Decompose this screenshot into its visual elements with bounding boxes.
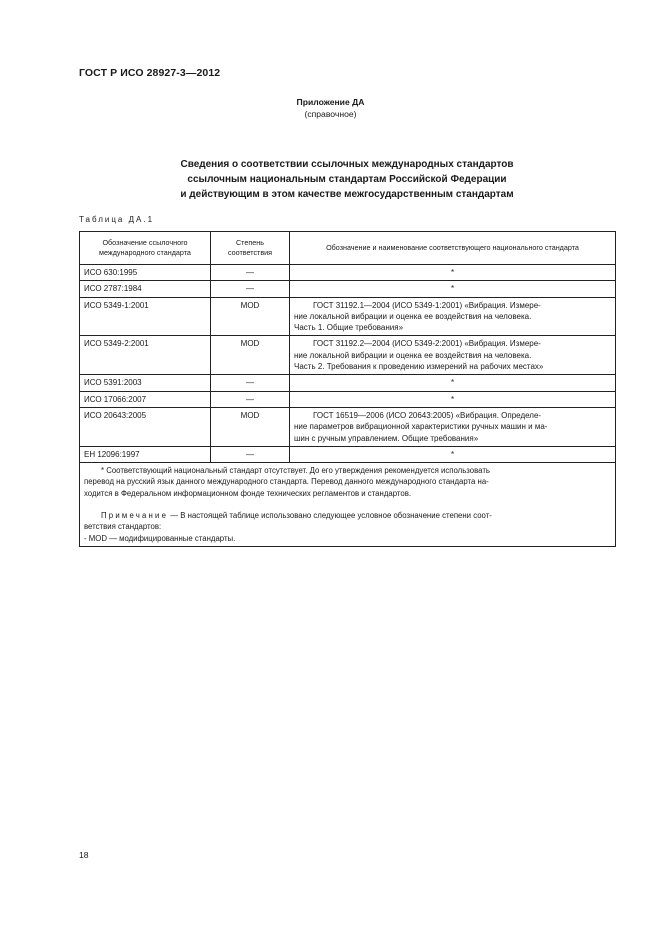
header-line: Обозначение и наименование соответствующего национального стандарта	[326, 242, 579, 252]
cell-degree: MOD	[211, 336, 290, 375]
footnote-line: перевод на русский язык данного международного стандарта. Перевод данного международного стандарта на-	[84, 477, 489, 487]
annex-subtitle: (справочное)	[304, 109, 357, 119]
note-line: - MOD — модифицированные стандарты.	[84, 533, 236, 543]
cell-line: Часть 2. Требования к проведению измерений на рабочих местах»	[294, 362, 544, 372]
note-text: — В настоящей таблице использовано следующее условное обозначение степени соот-	[168, 511, 492, 521]
cell-degree: —	[211, 375, 290, 391]
cell-degree: MOD	[211, 407, 290, 446]
table-row	[80, 407, 616, 446]
cell-reference: ИСО 5349-2:2001	[80, 336, 211, 375]
table-notes	[80, 463, 616, 547]
cell-national: *	[290, 265, 616, 281]
cell-reference: ЕН 12096:1997	[80, 446, 211, 462]
cell-line: Часть 1. Общие требования»	[294, 323, 404, 333]
note-label: Примечание	[101, 511, 169, 521]
section-title-line: Сведения о соответствии ссылочных международных стандартов	[180, 159, 514, 170]
page-number: 18	[79, 850, 89, 860]
cell-reference: ИСО 17066:2007	[80, 391, 211, 407]
cell-line: ние локальной вибрации и оценка ее воздействия на человека.	[294, 311, 532, 321]
cell-reference: ИСО 630:1995	[80, 265, 211, 281]
table-notes-row	[80, 463, 616, 547]
header-line: Степень	[235, 237, 264, 247]
table-row	[80, 336, 616, 375]
cell-degree: —	[211, 391, 290, 407]
annex-title: Приложение ДА	[296, 97, 365, 107]
cell-national	[290, 297, 616, 336]
column-header-reference	[80, 232, 211, 265]
section-title-line: и действующим в этом качестве межгосударственным стандартам	[180, 189, 514, 200]
table-row	[80, 375, 616, 391]
table-header-row	[80, 232, 616, 265]
table-row	[80, 446, 616, 462]
table-row	[80, 297, 616, 336]
cell-national: *	[290, 391, 616, 407]
cell-national	[290, 407, 616, 446]
cell-line: ГОСТ 31192.2—2004 (ИСО 5349-2:2001) «Вибрация. Измере-	[313, 339, 541, 349]
cell-reference: ИСО 20643:2005	[80, 407, 211, 446]
document-title: ГОСТ Р ИСО 28927-3—2012	[79, 67, 221, 79]
header-line: соответствия	[227, 248, 273, 257]
table-row	[80, 265, 616, 281]
column-header-degree	[211, 232, 290, 265]
note-line: ветствия стандартов:	[84, 522, 162, 532]
cell-reference: ИСО 2787:1984	[80, 281, 211, 297]
cell-degree: —	[211, 281, 290, 297]
cell-national: *	[290, 446, 616, 462]
table-row	[80, 281, 616, 297]
header-line: международного стандарта	[99, 248, 191, 257]
cell-line: ние локальной вибрации и оценка ее воздействия на человека.	[294, 350, 532, 360]
footnote-line: ходится в Федеральном информационном фонде технических регламентов и стандартов.	[84, 488, 411, 498]
cell-reference: ИСО 5349-1:2001	[80, 297, 211, 336]
cell-national: *	[290, 281, 616, 297]
cell-national	[290, 336, 616, 375]
cell-national: *	[290, 375, 616, 391]
section-title-line: ссылочным национальным стандартам Российской Федерации	[187, 174, 507, 185]
table-caption: Таблица ДА.1	[79, 215, 155, 224]
note-line	[84, 510, 611, 521]
cell-degree: —	[211, 446, 290, 462]
cell-degree: —	[211, 265, 290, 281]
cell-line: ние параметров вибрационной характеристики ручных машин и ма-	[294, 422, 548, 432]
column-header-national-standard	[290, 232, 616, 265]
table-row	[80, 391, 616, 407]
cell-line: ГОСТ 31192.1—2004 (ИСО 5349-1:2001) «Вибрация. Измере-	[313, 300, 541, 310]
annex-heading	[0, 96, 661, 120]
footnote-line: * Соответствующий национальный стандарт отсутствует. До его утверждения рекомендуется использовать	[101, 466, 490, 476]
cell-line: шин с ручным управлением. Общие требования»	[294, 433, 479, 443]
cell-line: ГОСТ 16519—2006 (ИСО 20643:2005) «Вибрация. Определе-	[313, 410, 542, 420]
cell-reference: ИСО 5391:2003	[80, 375, 211, 391]
section-title	[79, 157, 615, 202]
header-line: Обозначение ссылочного	[102, 237, 188, 247]
cell-degree: MOD	[211, 297, 290, 336]
standards-table	[79, 231, 616, 547]
